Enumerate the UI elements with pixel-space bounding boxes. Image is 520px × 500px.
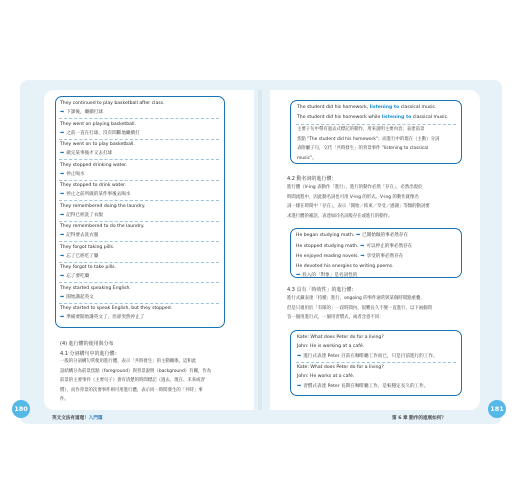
translation-text: 停止喝水: [66, 171, 85, 177]
example-translation: [60, 131, 140, 137]
example-sentence: He stopped studying math.: [296, 243, 359, 249]
arrow-icon: ➡: [60, 109, 65, 115]
paragraph-line: 求進行體的補語，表達如同名詞般存在或進行的動作。: [287, 213, 393, 219]
note-text: 進行式表達 Peter 目前在咖啡廳工作而已，只是目前進行的工作。: [303, 354, 438, 359]
paragraph-line: 慣），而作背景的次要事件則可用進行體，表示同一時間發生的「共時」事: [60, 387, 203, 393]
example-sentence: He began studying math.: [296, 233, 355, 238]
translation-text: 下課後，繼續打球: [66, 110, 103, 115]
translation-text: 停止之前所做的某件事後去喝水: [66, 192, 131, 197]
example-translation: 投入的「對象」是名詞性的: [302, 272, 358, 278]
example-sentence: They started to speak English, but they stopped.: [60, 306, 173, 311]
arrow-icon: ➡: [60, 252, 65, 259]
example-divider: [59, 303, 219, 304]
box-divider: [296, 124, 456, 125]
translation-text: 開始講起英文: [66, 294, 94, 300]
example-divider: [59, 180, 219, 181]
arrow-icon: ➡: [60, 211, 65, 218]
translation-text: 記得已經洗了衣服: [66, 212, 103, 218]
paragraph-4-3: [287, 297, 467, 326]
example-divider: [59, 200, 219, 201]
sentence-text: The student did his homework while: [297, 115, 382, 120]
arrow-icon: ➡: [358, 242, 365, 249]
subsection-4-1: 4.1 分詞構句中的進行體：: [60, 351, 120, 357]
translation-text: 忘了要吃藥: [66, 274, 90, 279]
paragraph-line: 但是只適用於「有限的」一段時間內，很難長久不變一直進行，以下兩個問: [287, 305, 432, 311]
translation-text: 做完某事後才又去打球: [66, 151, 113, 156]
paragraph-line: 詞一樣在時間中「存在」，表示「開始／結束／享受／感謝」等類的動詞要: [287, 204, 430, 210]
example-translation: [60, 254, 98, 260]
highlight-text: listening to: [369, 105, 400, 110]
example-translation: 已開始做的事必然存在: [362, 233, 409, 238]
arrow-icon: ➡: [60, 293, 65, 300]
page-number-left: 180: [12, 400, 30, 418]
dialogue-answer-2: John: He works at a café.: [297, 374, 355, 379]
paragraph-4-2: [287, 186, 467, 224]
example-translation: [60, 192, 131, 198]
sentence-text: classical music.: [399, 105, 437, 110]
dialogue-note-1: [297, 354, 438, 360]
paragraph-line: 答一個用進行式，一個用習慣式，兩者含意不同：: [287, 315, 384, 321]
page-number-right: 181: [488, 400, 506, 418]
example-sentence: They forgot to take pills.: [60, 265, 117, 270]
footer-book-subtitle: 入門篇: [88, 416, 103, 421]
example-sentence-1: [297, 106, 437, 111]
example-divider: [59, 241, 219, 242]
example-divider: [59, 139, 219, 140]
gerund-example-row: [296, 233, 408, 239]
example-translation: [60, 315, 144, 321]
book-gutter: [258, 90, 262, 410]
arrow-icon: ➡: [358, 253, 365, 259]
paragraph-4-1: [60, 360, 240, 408]
arrow-icon: ➡: [354, 232, 361, 238]
example-sentence: They went on to play basketball.: [60, 142, 135, 147]
example-divider: [59, 118, 219, 119]
section-title-4-2: 4.2 動名詞的進行體：: [287, 176, 337, 182]
explanation-line: 主要子句中帶有過去式標記的動作，用來說明主要內容；表達前景: [297, 127, 425, 132]
arrow-icon: ➡: [60, 170, 65, 177]
example-sentence: They continued to play basketball after class.: [60, 101, 165, 106]
example-sentence: They went on playing basketball.: [60, 121, 136, 127]
example-sentence: They remembered to do the laundry.: [60, 224, 145, 229]
paragraph-line: 時間流程中，因此動名詞也可用 V-ing 的形式。V-ing 的動作就像名: [287, 194, 419, 200]
participle-explanation: [297, 128, 477, 166]
dialogue-note-2: [297, 384, 428, 390]
example-translation: 享受的事必然存在: [366, 254, 404, 259]
arrow-icon: ➡: [60, 150, 65, 156]
example-translation: [60, 233, 98, 239]
dialogue-answer-1: John: He is working at a café.: [297, 344, 365, 349]
arrow-icon: ➡: [60, 314, 65, 320]
dialogue-question-1: Kate: What does Peter do for a living?: [297, 335, 384, 340]
translation-text: 記得要去洗衣服: [66, 233, 99, 238]
paragraph-line: 件。: [60, 397, 69, 403]
example-translation: [60, 274, 89, 280]
example-sentence: They stopped drinking water.: [60, 162, 128, 168]
example-sentence: They started speaking English.: [60, 285, 131, 291]
highlight-text: listening to: [381, 115, 412, 120]
sentence-text: classical music.: [411, 115, 449, 120]
paragraph-line: 前景的主要事件（主要句子）會有清楚的時間標記（過去、現在、未來或習: [60, 378, 205, 384]
example-translation-line: [296, 273, 357, 279]
example-divider: [59, 262, 219, 263]
example-translation: [60, 213, 103, 219]
arrow-icon: ➡: [60, 129, 65, 136]
sentence-text: The student did his homework,: [297, 105, 370, 110]
arrow-icon: ➡: [60, 273, 65, 279]
translation-text: 忘了已經吃了藥: [66, 253, 99, 259]
footer-right: 第 6 章 動作的進展如何？: [392, 416, 446, 421]
box-divider: [296, 362, 456, 363]
example-translation: [60, 110, 103, 116]
example-sentence: He devoted his energies to writing poems.: [296, 263, 394, 269]
gerund-example-row: [296, 244, 412, 250]
arrow-icon: ➡: [60, 232, 65, 238]
arrow-icon: ➡: [60, 191, 65, 197]
example-divider: [59, 221, 219, 222]
example-translation: [60, 151, 112, 157]
dialogue-question-2: Kate: What does Peter do for a living?: [297, 365, 384, 370]
paragraph-line: 一般的分詞構句常使用進行體，表示「共時發生」的主動關係。這和此: [60, 359, 197, 364]
explanation-line: 焦點 "The student did his homework"；而進行中的現在（主動）分詞: [297, 136, 440, 142]
footer-left: [52, 415, 103, 421]
paragraph-line: 話結構分為前景焦點（foreground）與背景說明（background）有關，作為: [60, 368, 212, 374]
example-sentence-2: [297, 116, 449, 121]
translation-text: 準備要開始講英文了，但卻突然停止了: [66, 315, 145, 320]
arrow-icon: ➡: [296, 271, 301, 278]
explanation-line: 表附屬子句，交代「共時發生」的背景事件 "listening to classical: [297, 146, 429, 152]
explanation-line: music"。: [297, 155, 317, 161]
example-translation: [60, 295, 94, 301]
note-text: 習慣式表達 Peter 長期在咖啡廳工作，是較穩定長久的工作。: [303, 384, 429, 389]
arrow-icon: ➡: [297, 353, 302, 359]
section-title-4-3: 4.3 具有「時效性」的進行體：: [287, 287, 357, 293]
paragraph-line: 進行體（V-ing 表動作「進行」，進行的動作必然「存在」，必然出現於: [287, 185, 423, 190]
example-sentence: They stopped to drink water.: [60, 183, 127, 188]
example-sentence: He enjoyed reading novels.: [296, 254, 359, 259]
example-translation: 可以停止的事必然存在: [366, 243, 413, 249]
arrow-icon: ➡: [297, 383, 302, 389]
example-sentence: They remembered doing the laundry.: [60, 203, 146, 209]
example-translation: [60, 172, 85, 178]
gerund-example-row: [296, 265, 394, 270]
example-divider: [59, 282, 219, 283]
example-sentence: They forgot taking pills.: [60, 244, 115, 250]
section-title-4: (4) 進行體的使用與分布: [60, 341, 114, 347]
example-divider: [59, 159, 219, 160]
footer-book-title: 英文文法有道理！: [52, 416, 89, 421]
translation-text: 之前一直在打球，沒有間斷地繼續打: [66, 130, 140, 136]
paragraph-line: 進行式藏表達「持續」進行，ongoing 的事件通常與某個時間點重疊，: [287, 296, 425, 301]
gerund-example-row: [296, 254, 403, 260]
